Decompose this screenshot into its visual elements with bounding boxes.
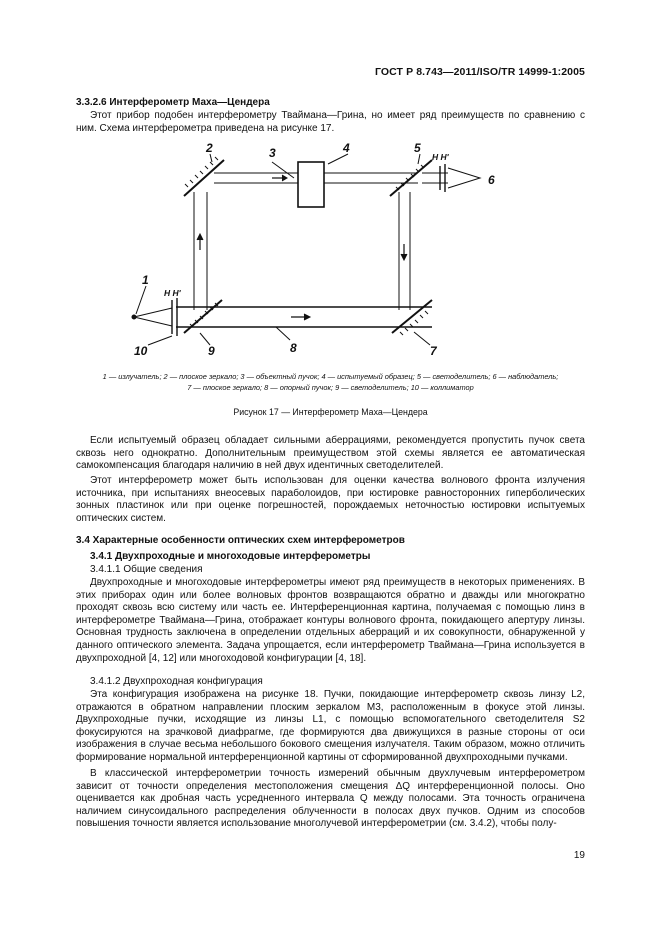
section-3-4-1-title: 3.4.1 Двухпроходные и многоходовые интерферометры <box>90 551 371 562</box>
figure-title: Рисунок 17 — Интерферометр Маха—Цендера <box>233 407 428 417</box>
figure-label-9: 9 <box>208 344 215 358</box>
figure-legend-line-1: 1 — излучатель; 2 — плоское зеркало; 3 — объектный пучок; 4 — испытуемый образец; 5 — светоделитель; 6 — наблюдатель; <box>102 372 559 381</box>
figure-mach-zehnder <box>76 140 585 368</box>
figure-label-3: 3 <box>269 146 276 160</box>
figure-label-7: 7 <box>430 344 437 358</box>
figure-label-hh-bottom: H H' <box>164 288 181 298</box>
section-3-4-1-2-title: 3.4.1.2 Двухпроходная конфигурация <box>90 676 263 687</box>
section-3-4-1-1-title: 3.4.1.1 Общие сведения <box>90 564 203 575</box>
section-3-4-title: 3.4 Характерные особенности оптических схем интерферометров <box>76 535 405 546</box>
figure-legend-line-2: 7 — плоское зеркало; 8 — опорный пучок; 9 — светоделитель; 10 — коллиматор <box>187 383 474 392</box>
figure-label-6: 6 <box>488 173 495 187</box>
paragraph-aberrations: Если испытуемый образец обладает сильными аберрациями, рекомендуется пропустить пучок света сквозь него однократно. Дополнительным преимуществом этой схемы является ее автоматическая самокомпенсация благодаря наличию в ней двух идентичных светоделителей. <box>76 435 585 472</box>
page-header: ГОСТ Р 8.743—2011/ISO/TR 14999-1:2005 <box>374 66 585 78</box>
figure-label-1: 1 <box>142 273 149 287</box>
figure-label-8: 8 <box>290 341 297 355</box>
figure-label-hh-top: H H' <box>432 152 449 162</box>
figure-label-2: 2 <box>206 141 213 155</box>
paragraph-double-pass: Эта конфигурация изображена на рисунке 18. Пучки, покидающие интерферометр сквозь линзу L2, отражаются в обратном направлении плоским зеркалом M3, расположенным в фокусе этой линзы. Двухпроходные пучки, исходящие из линзы L1, с помощью вспомогательного светоделителя S2 фокусируются на зрачковой диафрагме, где формируются два движущихся в разные стороны от оси изображения в случае весьма небольшого бокового смещения излучателя. Таким образом, можно отличить формирование нормальной интерференционной картины от сформированной двухпроходными пучками. <box>76 689 585 763</box>
figure-label-5: 5 <box>414 141 421 155</box>
page-number: 19 <box>573 850 585 861</box>
figure-label-10: 10 <box>134 344 148 358</box>
paragraph-intro: Этот прибор подобен интерферометру Тваймана—Грина, но имеет ряд преимуществ по сравнению с ним. Схема интерферометра приведена на рисунке 17. <box>76 110 585 134</box>
paragraph-applications: Этот интерферометр может быть использован для оценки качества волнового фронта излучения источника, при испытаниях внеосевых параболоидов, при юстировке равносторонних гиперболических зонных пластинок или при оценке погрешностей, порождаемых неточностью юстировки испытуемых оптических систем. <box>76 475 585 524</box>
paragraph-classical-interferometry: В классической интерферометрии точность измерений обычным двухлучевым интерферометром зависит от точности определения местоположения смещения ΔQ интерференционной полосы. Оно оценивается как дробная часть усредненного интервала Q между полосами. Эта точность ограничена наличием синусоидального распределения облученности в полосах двух пучков. Одним из способов повышения точности является использование многолучевой интерферометрии (см. 3.4.2), чтобы полу- <box>76 768 585 830</box>
paragraph-general-info: Двухпроходные и многоходовые интерферометры имеют ряд преимуществ в некоторых применениях. В этих приборах один или более волновых фронтов возвращаются обратно и дважды или многократно проходят сквозь всю систему или часть ее. Интерференционная картина, получаемая с помощью линз в интерферометре Тваймана—Грина, отображает контуры волнового фронта, покидающего апертуру линзы. Основная трудность заключена в определении отдельных аберраций и их совокупности, обнаруженной у данного оптического элемента. Задача упрощается, если интерферометр Тваймана—Грина используется в двухпроходной [4, 12] или многоходовой конфигурации [4, 18]. <box>76 577 585 664</box>
section-3-3-2-6-title: 3.3.2.6 Интерферометр Маха—Цендера <box>76 97 270 108</box>
figure-label-4: 4 <box>343 141 350 155</box>
